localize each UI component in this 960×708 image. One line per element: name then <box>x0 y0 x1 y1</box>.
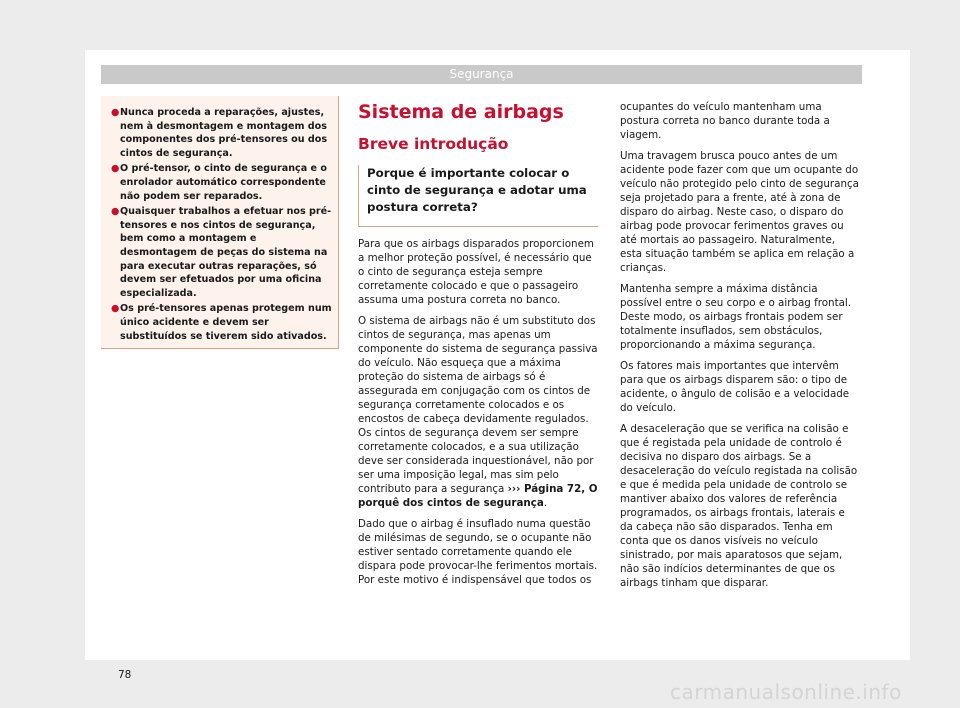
bullet-icon: ● <box>111 303 120 315</box>
warning-item: ● Os pré-tensores apenas protegem num único acidente e devem ser substituídos se tiverem sido ativados. <box>111 303 332 342</box>
section-title: Sistema de airbags <box>358 101 564 123</box>
warning-item: ● Quaisquer trabalhos a efetuar nos pré-tensores e nos cintos de segurança, bem como a montagem e desmontagem de peças do sistema na para executar outras reparações, só devem ser efetuados por uma oficina especializada. <box>111 206 332 299</box>
bullet-icon: ● <box>111 107 120 118</box>
warning-item: ● Nunca proceda a reparações, ajustes, nem à desmontagem e montagem dos componentes dos pré-tensores ou dos cintos de segurança. <box>111 107 328 159</box>
cross-reference-link[interactable]: Página 72, O porquê dos cintos de segurança <box>358 483 598 509</box>
column-middle <box>358 100 598 594</box>
warning-item: ● O pré-tensor, o cinto de segurança e o enrolador automático correspondente não podem ser reparados. <box>111 163 327 202</box>
paragraph: A desaceleração que se verifica na colisão e que é registada pela unidade de controlo é decisiva no disparo dos airbags. Se a desaceleração do veículo registada na colisão e que é medida pela unidade de controlo se mantiver abaixo dos valores de referência programados, os airbags frontais, laterais e da cabeça não são disparados. Tenha em conta que os danos visíveis no veículo sinistrado, por mais aparatosos que sejam, não são indícios determinantes de que os airbags tinham que disparar. <box>620 423 858 589</box>
section-subtitle: Breve introdução <box>358 135 509 153</box>
chapter-header: Segurança <box>101 65 862 84</box>
warning-list <box>111 106 334 343</box>
paragraph: O sistema de airbags não é um substituto dos cintos de segurança, mas apenas um componente do sistema de segurança passiva do veículo. Não esqueça que a máxima proteção do sistema de airbags só é assegurada em conjugação com os cintos de segurança corretamente colocados e os encostos de cabeça devidamente regulados. Os cintos de segurança devem ser sempre corretamente colocados, e a sua utilização deve ser considerada inquestionável, não por ser uma imposição legal, mas sim pelo contributo para a segurança ››› Página 72, O porquê dos cintos de segurança. <box>358 315 598 509</box>
paragraph: Uma travagem brusca pouco antes de um acidente pode fazer com que um ocupante do veículo não protegido pelo cinto de segurança seja projetado para a frente, até à zona de disparo do airbag. Neste caso, o disparo do airbag pode provocar ferimentos graves ou até mortais ao passageiro. Naturalmente, esta situação também se aplica em relação a crianças. <box>620 150 859 274</box>
manual-page <box>85 50 910 681</box>
bullet-icon: ● <box>111 206 120 218</box>
watermark: carmanualsonline.info <box>670 680 902 704</box>
paragraph: Os fatores mais importantes que intervêm para que os airbags disparem são: o tipo de acidente, o ângulo de colisão e a velocidade do veículo. <box>620 360 850 414</box>
paragraph: ocupantes do veículo mantenham uma postura correta no banco durante toda a viagem. <box>620 101 830 141</box>
column-right <box>620 100 860 597</box>
page-number: 78 <box>118 669 132 681</box>
paragraph: Mantenha sempre a máxima distância possível entre o seu corpo e o airbag frontal. Deste modo, os airbags frontais podem ser totalmente insuflados, sem obstáculos, proporcionando a máxima segurança. <box>620 283 852 351</box>
paragraph: Dado que o airbag é insuflado numa questão de milésimas de segundo, se o ocupante não estiver sentado corretamente quando ele dispara pode provocar-lhe ferimentos mortais. Por este motivo é indispensável que todos os <box>358 518 598 586</box>
bullet-icon: ● <box>111 163 120 175</box>
paragraph: Para que os airbags disparados proporcionem a melhor proteção possível, é necessário que o cinto de segurança esteja sempre corretamente colocado e que o passageiro assuma uma postura correta no banco. <box>358 238 594 306</box>
section-question: Porque é importante colocar o cinto de segurança e adotar uma postura correta? <box>358 165 598 227</box>
cross-reference-arrow: ››› <box>507 483 521 495</box>
warning-box <box>101 96 339 349</box>
